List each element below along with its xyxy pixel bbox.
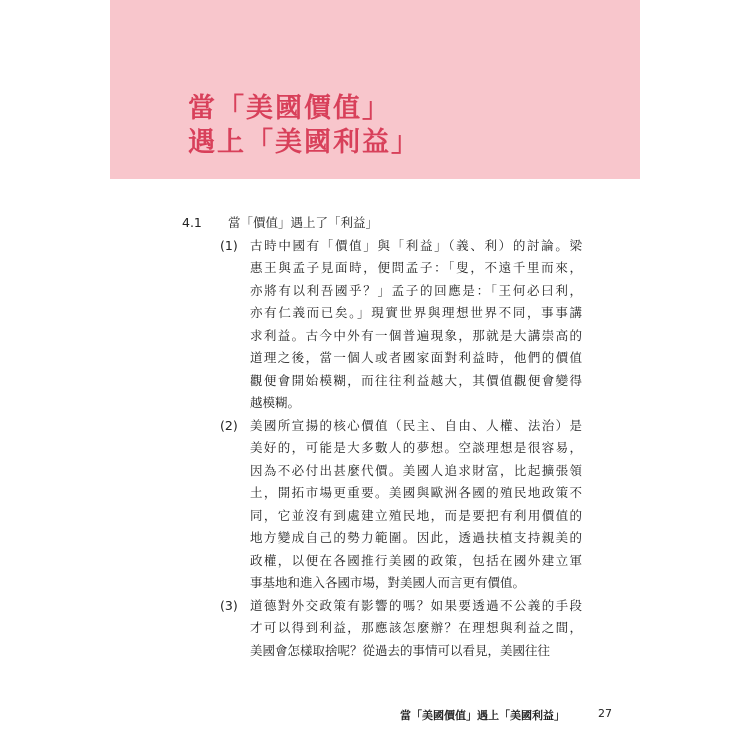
text-line: 美國所宣揚的核心價值（民主、自由、人權、法治）是 — [250, 417, 582, 433]
text-line: 惠王與孟子見面時，便問孟子：「叟，不遠千里而來， — [250, 260, 582, 275]
text-line: 道德對外交政策有影響的嗎？如果要透過不公義的手段 — [250, 597, 582, 613]
text-line: 土，開拓市場更重要。美國與歐洲各國的殖民地政策不 — [250, 485, 582, 500]
list-item-number: (3) — [220, 597, 238, 613]
list-item-number: (1) — [220, 237, 238, 253]
chapter-header-band — [110, 0, 640, 179]
chapter-title — [188, 92, 420, 160]
text-line: 古時中國有「價值」與「利益」（義、利）的討論。梁 — [250, 237, 582, 253]
list-item-text — [250, 415, 582, 595]
chapter-title-line-1: 當「美國價值」 — [188, 93, 391, 124]
text-line: 求利益。古今中外有一個普遍現象，那就是大講崇高的 — [250, 327, 582, 343]
text-line: 事基地和進入各國市場，對美國人而言更有價值。 — [250, 575, 526, 590]
list-item-text — [250, 595, 582, 663]
text-line: 道理之後，當一個人或者國家面對利益時，他們的價值 — [250, 350, 582, 365]
text-line: 越模糊。 — [250, 395, 301, 410]
chapter-title-line-2: 遇上「美國利益」 — [188, 127, 420, 158]
page-number: 27 — [598, 707, 612, 720]
text-line: 亦有仁義而已矣。」現實世界與理想世界不同，事事講 — [250, 305, 582, 320]
running-footer-title: 當「美國價值」遇上「美國利益」 — [400, 709, 565, 722]
list-item — [220, 415, 582, 595]
text-line: 美國會怎樣取捨呢？從過去的事情可以看見，美國往往 — [250, 642, 551, 658]
text-line: 因為不必付出甚麼代價。美國人追求財富，比起擴張領 — [250, 462, 582, 478]
section-number: 4.1 — [182, 215, 202, 230]
list-item-text — [250, 235, 582, 415]
list-item — [220, 235, 582, 415]
numbered-list — [182, 235, 582, 663]
text-line: 美好的，可能是大多數人的夢想。空談理想是很容易， — [250, 440, 582, 455]
text-line: 地方變成自己的勢力範圍。因此，透過扶植支持親美的 — [250, 530, 582, 545]
text-line: 才可以得到利益，那應該怎麼辦？在理想與利益之間， — [250, 620, 582, 635]
list-item — [220, 595, 582, 663]
text-line: 亦將有以利吾國乎？」孟子的回應是：「王何必曰利， — [250, 282, 582, 298]
text-line: 同，它並沒有到處建立殖民地，而是要把有利用價值的 — [250, 507, 582, 523]
list-item-number: (2) — [220, 417, 238, 433]
section-4-1 — [182, 212, 582, 662]
text-line: 政權，以便在各國推行美國的政策，包括在國外建立軍 — [250, 552, 582, 568]
book-page — [110, 0, 640, 750]
text-line: 觀便會開始模糊，而往往利益越大，其價值觀便會變得 — [250, 372, 582, 388]
section-heading-text: 當「價值」遇上了「利益」 — [228, 215, 379, 230]
section-heading — [182, 212, 582, 235]
